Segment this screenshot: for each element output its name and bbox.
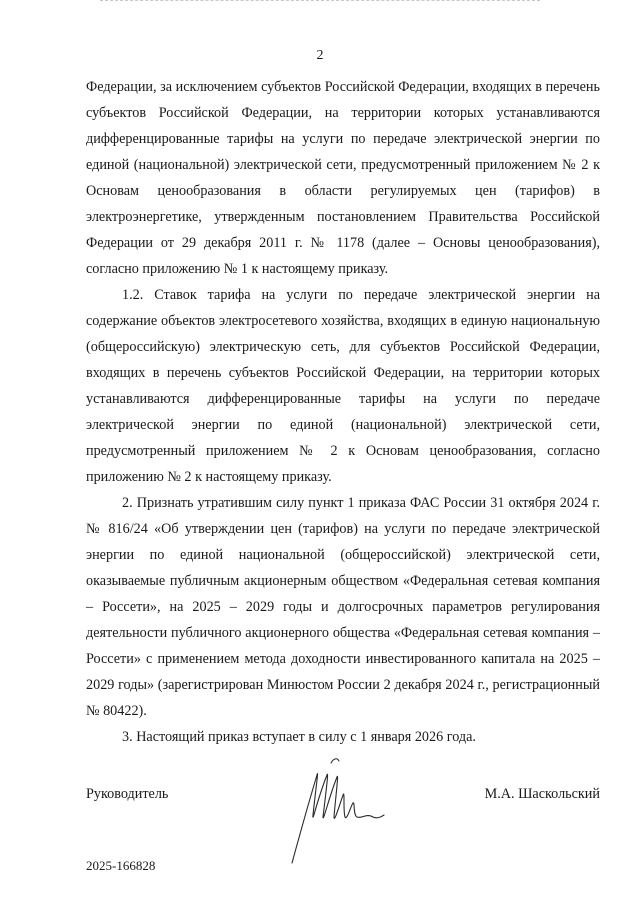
signature-stroke <box>292 774 384 863</box>
document-body <box>86 74 600 750</box>
paragraph-item-2: 2. Признать утратившим силу пункт 1 приказа ФАС России 31 октября 2024 г. № 816/24 «Об утверждении цен (тарифов) на услуги по передаче электрической энергии по единой национальной (общероссийской) электрической сети, оказываемые публичным акционерным обществом «Федеральная сетевая компания – Россети», на 2025 – 2029 годы и долгосрочных параметров регулирования деятельности публичного акционерного общества «Федеральная сетевая компания – Россети» с применением метода доходности инвестированного капитала на 2025 – 2029 годы» (зарегистрирован Минюстом России 2 декабря 2024 г., регистрационный № 80422). <box>86 495 600 719</box>
page-number: 2 <box>316 48 324 63</box>
paragraph-item-3: 3. Настоящий приказ вступает в силу с 1 января 2026 года. <box>122 729 476 745</box>
paragraph-item-1-2: 1.2. Ставок тарифа на услуги по передаче электрической энергии на содержание объектов электросетевого хозяйства, входящих в единую национальную (общероссийскую) электрическую сеть, для субъектов Российской Федерации, входящих в перечень субъектов Российской Федерации, на территории которых устанавливаются дифференцированные тарифы на услуги по передаче электрической энергии по единой (национальной) электрической сети, предусмотренный приложением № 2 к Основам ценообразования, согласно приложению № 2 к настоящему приказу. <box>86 287 600 485</box>
handwritten-signature <box>287 755 387 865</box>
document-number: 2025-166828 <box>86 858 156 873</box>
paragraph-continuation: Федерации, за исключением субъектов Российской Федерации, входящих в перечень субъектов Российской Федерации, на территории которых устанавливаются дифференцированные тарифы на услуги по передаче электрической энергии по единой (национальной) электрической сети, предусмотренный приложением № 2 к Основам ценообразования в области регулируемых цен (тарифов) в электроэнергетике, утвержденным постановлением Правительства Российской Федерации от 29 декабря 2011 г. № 1178 (далее – Основы ценообразования), согласно приложению № 1 к настоящему приказу. <box>86 79 600 277</box>
scan-edge-mark <box>100 0 540 2</box>
position-title: Руководитель <box>86 786 169 802</box>
signer-name: М.А. Шаскольский <box>484 786 600 802</box>
signature-stroke <box>331 759 339 763</box>
